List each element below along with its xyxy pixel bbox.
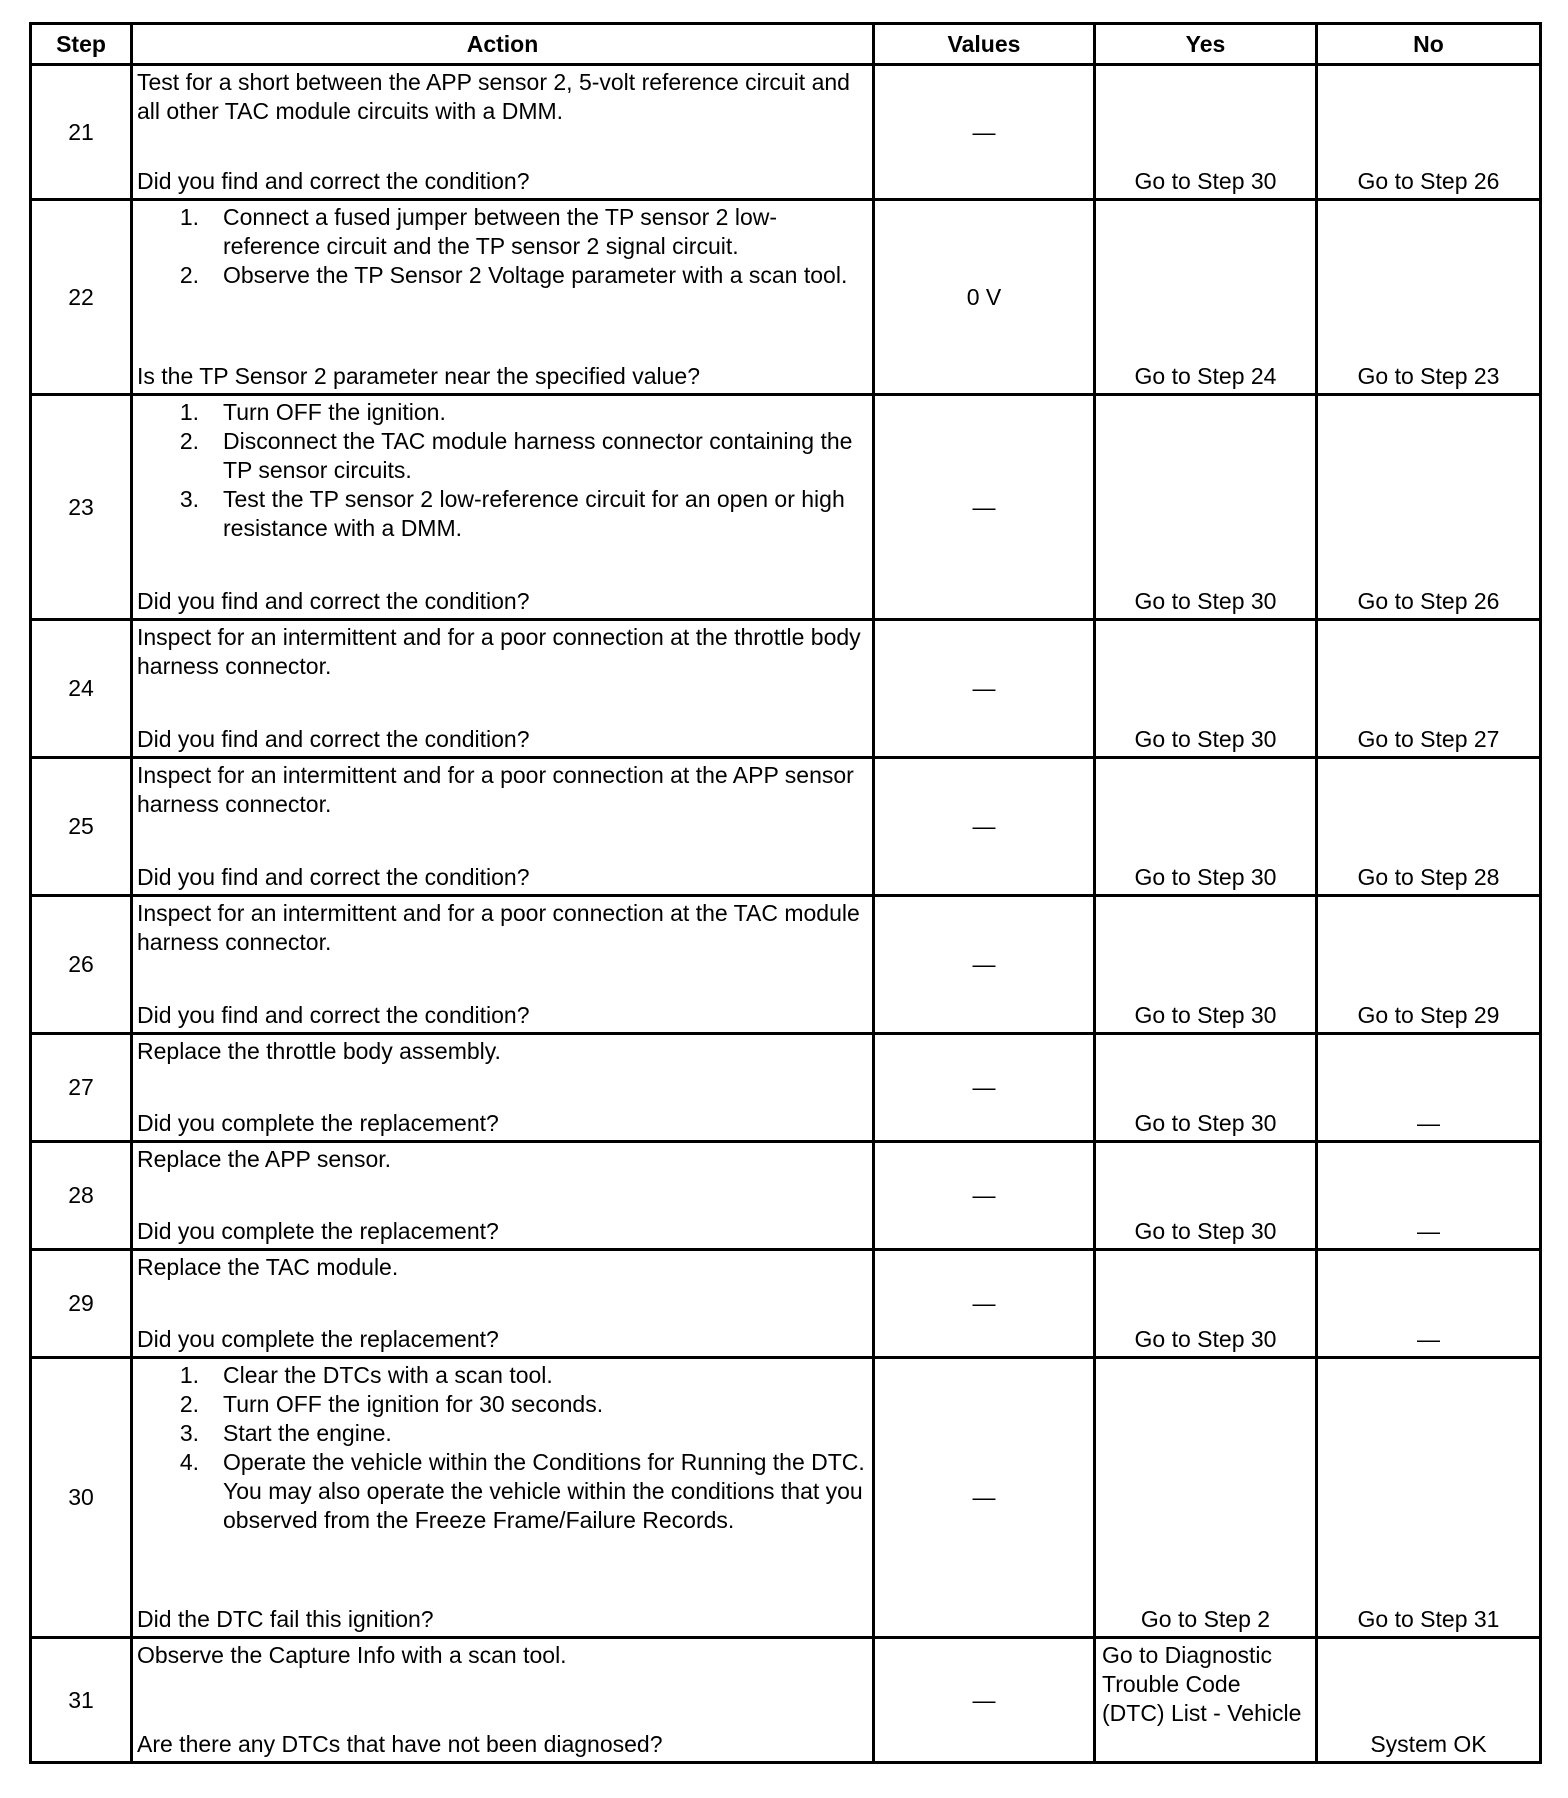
yes-cell: Go to Step 30 bbox=[1095, 1250, 1317, 1358]
header-yes: Yes bbox=[1095, 24, 1317, 65]
action-cell bbox=[132, 200, 874, 395]
table-row bbox=[31, 758, 1541, 896]
value-cell: — bbox=[874, 758, 1095, 896]
action-step-number: 3. bbox=[179, 486, 199, 512]
table-row bbox=[31, 1250, 1541, 1358]
action-steps bbox=[137, 203, 868, 290]
action-cell bbox=[132, 620, 874, 758]
action-text: Test for a short between the APP sensor 2, 5-volt reference circuit and all other TAC module circuits with a DMM. bbox=[137, 69, 850, 124]
action-step-text: Connect a fused jumper between the TP sensor 2 low-reference circuit and the TP sensor 2 signal circuit. bbox=[223, 204, 778, 259]
action-cell bbox=[132, 1250, 874, 1358]
action-step-item bbox=[137, 261, 868, 290]
value-cell: 0 V bbox=[874, 200, 1095, 395]
value-cell: — bbox=[874, 395, 1095, 620]
action-step-item bbox=[137, 1419, 868, 1448]
action-step-text: Start the engine. bbox=[223, 1420, 392, 1446]
action-step-number: 2. bbox=[179, 428, 199, 454]
value-cell: — bbox=[874, 1142, 1095, 1250]
action-cell bbox=[132, 65, 874, 200]
no-cell: Go to Step 27 bbox=[1317, 620, 1541, 758]
table-row bbox=[31, 896, 1541, 1034]
no-cell: Go to Step 31 bbox=[1317, 1358, 1541, 1638]
yes-cell: Go to Step 30 bbox=[1095, 395, 1317, 620]
value-cell: — bbox=[874, 620, 1095, 758]
yes-cell: Go to Step 30 bbox=[1095, 65, 1317, 200]
yes-cell: Go to Step 30 bbox=[1095, 1142, 1317, 1250]
action-step-item bbox=[137, 1448, 868, 1535]
yes-cell: Go to Step 2 bbox=[1095, 1358, 1317, 1638]
diagnostic-table bbox=[29, 22, 1542, 1764]
action-steps bbox=[137, 1361, 868, 1535]
header-no: No bbox=[1317, 24, 1541, 65]
action-question: Are there any DTCs that have not been diagnosed? bbox=[137, 1731, 663, 1757]
value-cell: — bbox=[874, 1250, 1095, 1358]
step-number: 23 bbox=[31, 395, 132, 620]
no-cell: — bbox=[1317, 1142, 1541, 1250]
action-text: Observe the Capture Info with a scan tool. bbox=[137, 1642, 567, 1668]
action-step-item bbox=[137, 427, 868, 485]
no-cell: System OK bbox=[1317, 1638, 1541, 1763]
no-cell: — bbox=[1317, 1250, 1541, 1358]
action-step-item bbox=[137, 1361, 868, 1390]
action-steps bbox=[137, 398, 868, 543]
no-cell: Go to Step 29 bbox=[1317, 896, 1541, 1034]
action-cell bbox=[132, 1358, 874, 1638]
yes-cell: Go to Step 24 bbox=[1095, 200, 1317, 395]
table-row bbox=[31, 1638, 1541, 1763]
step-number: 25 bbox=[31, 758, 132, 896]
action-question: Did you find and correct the condition? bbox=[137, 168, 530, 194]
no-cell: Go to Step 26 bbox=[1317, 65, 1541, 200]
action-question: Did you find and correct the condition? bbox=[137, 1002, 530, 1028]
table-row bbox=[31, 1034, 1541, 1142]
action-question: Did you find and correct the condition? bbox=[137, 588, 530, 614]
action-step-item bbox=[137, 1390, 868, 1419]
action-text: Inspect for an intermittent and for a poor connection at the APP sensor harness connector. bbox=[137, 762, 854, 817]
action-question: Did you complete the replacement? bbox=[137, 1110, 499, 1136]
action-step-number: 2. bbox=[179, 262, 199, 288]
action-cell bbox=[132, 758, 874, 896]
no-cell: Go to Step 23 bbox=[1317, 200, 1541, 395]
action-cell bbox=[132, 896, 874, 1034]
action-step-number: 1. bbox=[179, 1362, 199, 1388]
action-step-text: Disconnect the TAC module harness connector containing the TP sensor circuits. bbox=[223, 428, 853, 483]
step-number: 31 bbox=[31, 1638, 132, 1763]
action-question: Did you find and correct the condition? bbox=[137, 864, 530, 890]
header-values: Values bbox=[874, 24, 1095, 65]
action-step-text: Observe the TP Sensor 2 Voltage parameter with a scan tool. bbox=[223, 262, 848, 288]
action-question: Did you complete the replacement? bbox=[137, 1326, 499, 1352]
value-cell: — bbox=[874, 65, 1095, 200]
action-step-number: 4. bbox=[179, 1449, 199, 1475]
step-number: 27 bbox=[31, 1034, 132, 1142]
yes-cell: Go to Step 30 bbox=[1095, 1034, 1317, 1142]
header-action: Action bbox=[132, 24, 874, 65]
step-number: 30 bbox=[31, 1358, 132, 1638]
step-number: 29 bbox=[31, 1250, 132, 1358]
table-row bbox=[31, 1358, 1541, 1638]
action-step-text: Test the TP sensor 2 low-reference circuit for an open or high resistance with a DMM. bbox=[223, 486, 845, 541]
table-row bbox=[31, 200, 1541, 395]
yes-cell: Go to Step 30 bbox=[1095, 758, 1317, 896]
yes-cell: Go to Step 30 bbox=[1095, 620, 1317, 758]
action-question: Did you find and correct the condition? bbox=[137, 726, 530, 752]
header-step: Step bbox=[31, 24, 132, 65]
no-cell: Go to Step 26 bbox=[1317, 395, 1541, 620]
action-step-text: Turn OFF the ignition. bbox=[223, 399, 446, 425]
action-step-item bbox=[137, 398, 868, 427]
action-text: Inspect for an intermittent and for a poor connection at the throttle body harness connector. bbox=[137, 624, 861, 679]
action-step-number: 1. bbox=[179, 399, 199, 425]
action-step-item bbox=[137, 203, 868, 261]
action-cell bbox=[132, 395, 874, 620]
step-number: 28 bbox=[31, 1142, 132, 1250]
action-question: Is the TP Sensor 2 parameter near the specified value? bbox=[137, 363, 700, 389]
step-number: 24 bbox=[31, 620, 132, 758]
yes-cell: Go to Step 30 bbox=[1095, 896, 1317, 1034]
action-step-item bbox=[137, 485, 868, 543]
value-cell: — bbox=[874, 1034, 1095, 1142]
action-step-number: 1. bbox=[179, 204, 199, 230]
action-text: Replace the APP sensor. bbox=[137, 1146, 392, 1172]
table-row bbox=[31, 1142, 1541, 1250]
step-number: 22 bbox=[31, 200, 132, 395]
action-cell bbox=[132, 1034, 874, 1142]
no-cell: — bbox=[1317, 1034, 1541, 1142]
diagnostic-table-sheet bbox=[29, 22, 1539, 1774]
step-number: 26 bbox=[31, 896, 132, 1034]
action-text: Inspect for an intermittent and for a poor connection at the TAC module harness connector. bbox=[137, 900, 860, 955]
yes-cell: Go to Diagnostic Trouble Code (DTC) List - Vehicle bbox=[1095, 1638, 1317, 1763]
no-cell: Go to Step 28 bbox=[1317, 758, 1541, 896]
value-cell: — bbox=[874, 1638, 1095, 1763]
action-step-text: Operate the vehicle within the Conditions for Running the DTC. You may also operate the vehicle within the conditions that you observed from the Freeze Frame/Failure Records. bbox=[223, 1449, 865, 1533]
value-cell: — bbox=[874, 1358, 1095, 1638]
step-number: 21 bbox=[31, 65, 132, 200]
action-question: Did you complete the replacement? bbox=[137, 1218, 499, 1244]
header-row bbox=[31, 24, 1541, 65]
action-question: Did the DTC fail this ignition? bbox=[137, 1606, 434, 1632]
table-row bbox=[31, 620, 1541, 758]
action-step-text: Turn OFF the ignition for 30 seconds. bbox=[223, 1391, 604, 1417]
value-cell: — bbox=[874, 896, 1095, 1034]
table-row bbox=[31, 395, 1541, 620]
action-cell bbox=[132, 1142, 874, 1250]
action-step-number: 2. bbox=[179, 1391, 199, 1417]
action-text: Replace the TAC module. bbox=[137, 1254, 399, 1280]
action-text: Replace the throttle body assembly. bbox=[137, 1038, 501, 1064]
action-cell bbox=[132, 1638, 874, 1763]
action-step-text: Clear the DTCs with a scan tool. bbox=[223, 1362, 553, 1388]
action-step-number: 3. bbox=[179, 1420, 199, 1446]
table-row bbox=[31, 65, 1541, 200]
